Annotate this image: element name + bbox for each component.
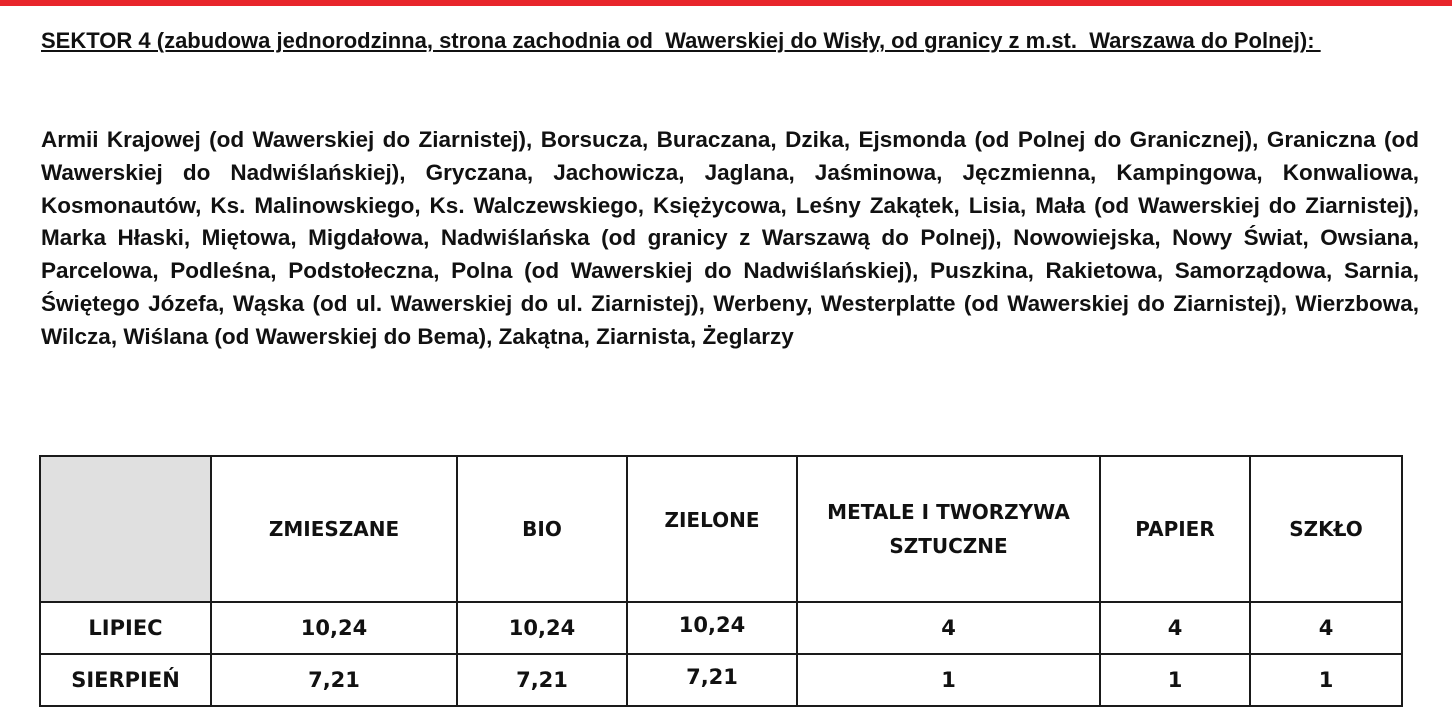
street-list: Armii Krajowej (od Wawerskiej do Ziarnistej), Borsucza, Buraczana, Dzika, Ejsmonda (od Polnej do Granicznej), Graniczna (od Wawerskiej do Nadwiślańskiej), Gryczana, Jachowicza, Jaglana, Jaśminowa, Jęczmienna, Kampingowa, Konwaliowa, Kosmonautów, Ks. Malinowskiego, Ks. Walczewskiego, Księżycowa, Leśny Zakątek, Lisia, Mała (od Wawerskiej do Ziarnistej), Marka Hłaski, Miętowa, Migdałowa, Nadwiślańska (od granicy z Warszawą do Polnej), Nowowiejska, Nowy Świat, Owsiana, Parcelowa, Podleśna, Podstołeczna, Polna (od Wawerskiej do Nadwiślańskiej), Puszkina, Rakietowa, Samorządowa, Sarnia, Świętego Józefa, Wąska (od ul. Wawerskiej do ul. Ziarnistej), Werbeny, Westerplatte (od Wawerskiej do Ziarnistej), Wierzbowa, Wilcza, Wiślana (od Wawerskiej do Bema), Zakątna, Ziarnista, Żeglarzy [41, 127, 1419, 349]
value-cell: 1 [1250, 654, 1402, 706]
value-cell: 4 [1100, 602, 1250, 654]
value-cell: 7,21 [211, 654, 457, 706]
header-zmieszane: ZMIESZANE [211, 456, 457, 602]
value-cell: 10,24 [457, 602, 627, 654]
top-red-bar [0, 0, 1452, 6]
value-cell: 1 [797, 654, 1100, 706]
value-cell: 10,24 [627, 602, 797, 654]
value-cell: 1 [1100, 654, 1250, 706]
value-cell: 4 [797, 602, 1100, 654]
value-cell: 4 [1250, 602, 1402, 654]
table-header-row [40, 456, 1402, 602]
header-bio: BIO [457, 456, 627, 602]
header-zielone: ZIELONE [627, 456, 797, 602]
value-cell: 7,21 [457, 654, 627, 706]
header-corner-cell [40, 456, 211, 602]
value-cell: 7,21 [627, 654, 797, 706]
collection-schedule-table [39, 455, 1403, 707]
table-row [40, 654, 1402, 706]
table-row [40, 602, 1402, 654]
sector-heading: SEKTOR 4 (zabudowa jednorodzinna, strona zachodnia od Wawerskiej do Wisły, od granicy z m.st. Warszawa do Polnej): [41, 28, 1321, 53]
value-cell: 10,24 [211, 602, 457, 654]
month-cell: LIPIEC [40, 602, 211, 654]
header-metale-tworzywa: METALE I TWORZYWA SZTUCZNE [797, 456, 1100, 602]
month-cell: SIERPIEŃ [40, 654, 211, 706]
header-szklo: SZKŁO [1250, 456, 1402, 602]
header-papier: PAPIER [1100, 456, 1250, 602]
